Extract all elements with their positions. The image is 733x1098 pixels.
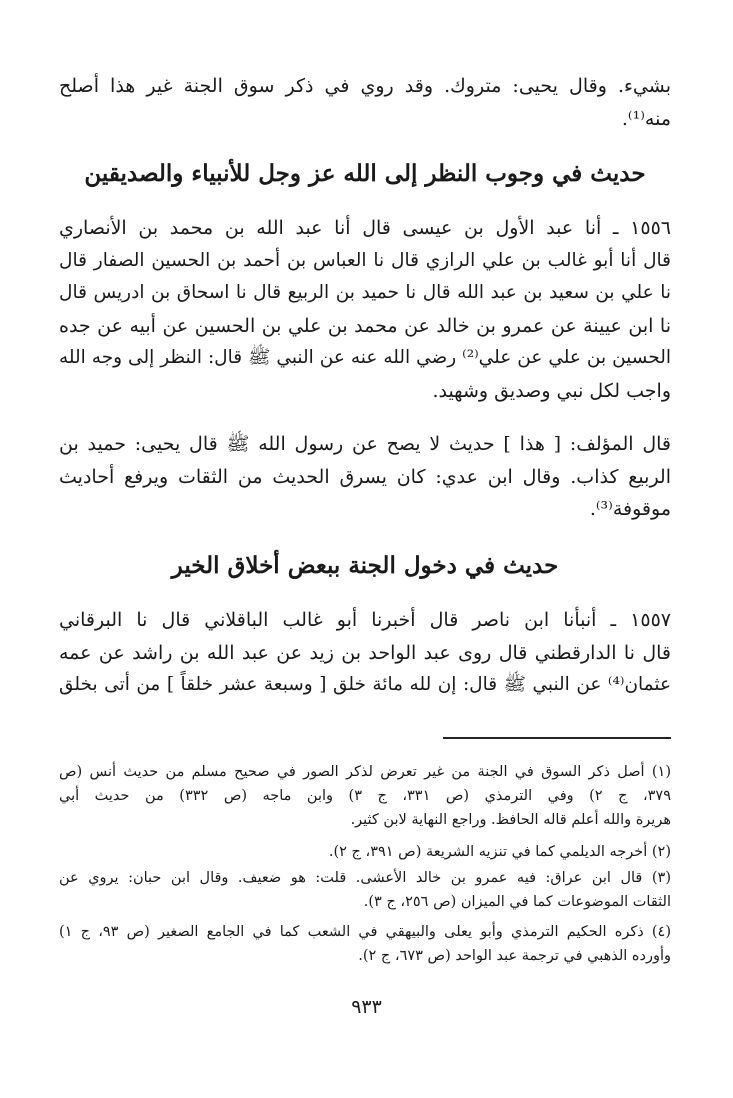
footnote-separator	[443, 737, 671, 739]
text-line: قال المؤلف: [ هذا ] حديث لا يصح عن رسول الله ﷺ قال يحيى: حميد بن	[59, 433, 671, 455]
text-line: بشيء. وقال يحيى: متروك. وقد روي في ذكر سوق الجنة غير هذا أصلح	[59, 75, 671, 97]
hadith-paragraph	[59, 212, 671, 407]
text-line: نا علي بن سعيد بن عبد الله قال نا حميد بن الربيع قال نا اسحاق بن ادريس قال	[59, 282, 671, 303]
footnote-line: (٢) أخرجه الديلمي كما في تنزيه الشريعة (ص ٣٩١، ج ٢).	[328, 844, 671, 860]
footnote-line: (٣) قال ابن عراق: فيه عمرو بن خالد الأعشى. قلت: هو ضعيف. وقال ابن حبان: يروي عن	[59, 870, 671, 886]
footnote-3	[59, 866, 671, 914]
text-line: قال نا الدارقطني قال روى عبد الواحد بن زيد عن عبد الله بن راشد عن عمه	[59, 641, 671, 664]
footnote-2	[59, 840, 671, 864]
footnote-line: (١) أصل ذكر السوق في الجنة من غير تعرض لذكر الصور في صحيح مسلم من حديث أنس (ص	[59, 764, 671, 780]
text-line: ١٥٥٧ ـ أنبأنا ابن ناصر قال أخبرنا أبو غالب الباقلاني قال نا البرقاني	[59, 609, 671, 631]
footnote-line: وأورده الذهبي في ترجمة عبد الواحد (ص ٦٧٣، ج ٢).	[358, 948, 671, 964]
author-comment-paragraph	[59, 428, 671, 526]
text-line: عثمان⁽⁴⁾ عن النبي ﷺ قال: إن لله مائة خلق [ وسبعة عشر خلقاً ] من أتى بخلق	[59, 674, 671, 695]
text-line: الربيع كذاب. وقال ابن عدي: كان يسرق الحديث من الثقات ويرفع أحاديث	[59, 465, 671, 488]
footnote-1	[59, 760, 671, 832]
section-heading: حديث في دخول الجنة ببعض أخلاق الخير	[171, 552, 559, 579]
intro-paragraph	[59, 70, 671, 135]
footnote-line: الثقات الموضوعات كما في الميزان (ص ٢٥٦، ج ٣).	[363, 894, 671, 910]
text-line: نا ابن عيينة عن عمرو بن خالد عن محمد بن علي بن الحسين عن أبيه عن جده	[59, 314, 671, 337]
text-line: الحسين بن علي عن علي⁽²⁾ رضي الله عنه عن النبي ﷺ قال: النظر إلى وجه الله	[59, 347, 671, 368]
text-line: قال أنا أبو غالب بن علي الرازي قال نا العباس بن أحمد بن الحسين الصفار قال	[59, 249, 671, 271]
footnote-4	[59, 920, 671, 968]
footnote-line: ٣٧٩، ج ٢) وفي الترمذي (ص ٣٣١، ج ٣) وابن ماجه (ص ٣٣٢) من حديث أبي	[59, 788, 671, 804]
text-line: ١٥٥٦ ـ أنا عبد الأول بن عيسى قال أنا عبد الله بن محمد بن الأنصاري	[59, 217, 671, 239]
text-line: موقوفة⁽³⁾.	[589, 498, 671, 520]
section-heading: حديث في وجوب النظر إلى الله عز وجل للأنبياء والصديقين	[84, 160, 646, 187]
page-number: ٩٣٣	[351, 996, 382, 1018]
text-line: منه⁽¹⁾.	[621, 107, 671, 130]
hadith-paragraph	[59, 604, 671, 702]
footnote-line: هريرة والله أعلم قاله الحافظ. وراجع النهاية لابن كثير.	[350, 812, 671, 828]
footnote-line: (٤) ذكره الحكيم الترمذي وأبو يعلى والبيهقي في الشعب كما في الجامع الصغير (ص ٩٣، ج ١)	[59, 924, 671, 940]
text-line: واجب لكل نبي وصديق وشهيد.	[432, 379, 671, 402]
